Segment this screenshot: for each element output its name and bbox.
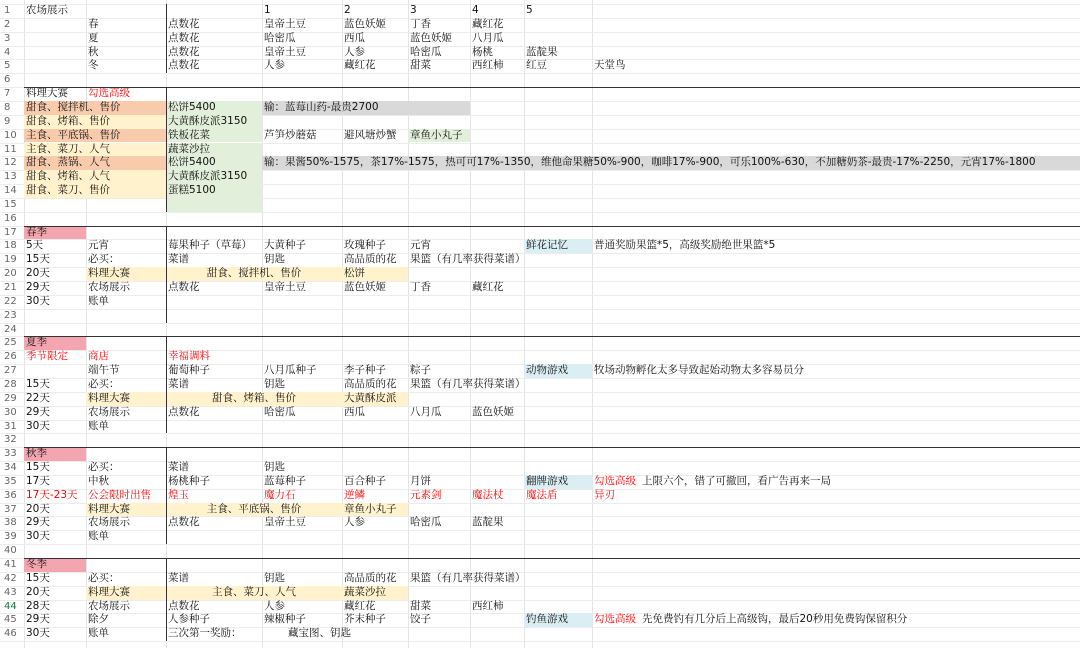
row-header-42[interactable]: 42 [4,572,17,584]
cell-i45[interactable]: 勾选高级 [594,613,636,626]
cell-d3[interactable]: 哈密瓜 [264,31,296,44]
cell-c34[interactable]: 菜谱 [168,461,189,474]
cell-h18[interactable]: 鲜花记忆 [524,239,592,253]
cell-a34[interactable]: 15天 [26,461,50,474]
cell-h1[interactable]: 5 [526,4,533,16]
row-header-11[interactable]: 11 [4,143,17,155]
section-divider [166,87,167,212]
section-divider [166,558,167,641]
grid-row-line [0,420,1080,421]
cell-g4[interactable]: 杨桃 [472,45,493,58]
cell-c8[interactable]: 松饼5400 [166,101,262,115]
cell-h5[interactable]: 红豆 [526,59,547,72]
cell-c27[interactable]: 葡萄种子 [168,364,210,377]
cell-h35[interactable]: 翻牌游戏 [524,475,592,489]
cell-f27[interactable]: 粽子 [410,364,431,377]
cell-c10[interactable]: 铁板花菜 [166,129,262,143]
cell-h45[interactable]: 钓鱼游戏 [524,613,592,627]
cell-b43[interactable]: 料理大赛 [86,586,166,600]
section-border [24,226,1080,227]
grid-column-line [592,0,593,648]
grid-row-line [0,461,1080,462]
cell-e45[interactable]: 芥末种子 [344,613,386,626]
grid-row-line [0,378,1080,379]
cell-d35[interactable]: 蓝莓种子 [264,474,306,487]
cell-f10[interactable]: 章鱼小丸子 [408,129,470,143]
cell-e5[interactable]: 藏红花 [344,59,376,72]
cell-d45[interactable]: 辣椒种子 [264,613,306,626]
cell-g38[interactable]: 蓝靛果 [472,516,504,529]
cell-d12[interactable]: 输：果酱50%-1575，茶17%-1575，热可可17%-1350，维他命果糖50%-900，咖啡17%-900，可乐100%-630，不加糖奶茶-最贵-17%-2250，元宵17%-1800 [262,156,1080,170]
cell-f28[interactable]: 果篮（有几率获得菜谱） [410,377,526,390]
cell-a10[interactable]: 主食、平底锅、售价 [24,129,166,143]
section-divider [166,226,167,323]
row-header-27[interactable]: 27 [4,365,17,377]
cell-c18[interactable]: 莓果种子（草莓） [168,239,252,252]
row-header-38[interactable]: 38 [4,517,17,529]
cell-a18[interactable]: 5天 [26,239,44,252]
cell-c29[interactable]: 甜食、烤箱、售价 [166,392,342,406]
cell-b34[interactable]: 必买： [88,461,120,474]
cell-b37[interactable]: 料理大赛 [86,503,166,517]
grid-column-line [470,0,471,648]
cell-f30[interactable]: 八月瓜 [410,405,442,418]
grid-row-line [0,281,1080,282]
cell-g30[interactable]: 蓝色妖姬 [472,405,514,418]
cell-b28[interactable]: 必买： [88,377,120,390]
cell-i5[interactable]: 天堂鸟 [594,59,626,72]
cell-e4[interactable]: 人参 [344,45,365,58]
row-header-6[interactable]: 6 [4,74,11,86]
cell-a12[interactable]: 甜食、蒸锅、人气 [24,156,166,170]
cell-d8[interactable]: 输：蓝莓山药-最贵2700 [262,101,470,115]
row-header-16[interactable]: 16 [4,212,17,224]
row-header-32[interactable]: 32 [4,434,17,446]
grid-row-line [0,600,1080,601]
cell-a13[interactable]: 甜食、烤箱、人气 [24,170,166,184]
cell-c3[interactable]: 点数花 [168,31,200,44]
cell-c9[interactable]: 大黄酥皮派3150 [166,115,262,129]
cell-b46[interactable]: 账单 [88,627,109,640]
grid-row-line [0,516,1080,517]
cell-e44[interactable]: 藏红花 [344,599,376,612]
row-header-34[interactable]: 34 [4,462,17,474]
grid-row-line [0,406,1080,407]
row-header-37[interactable]: 37 [4,503,17,515]
cell-a25[interactable]: 夏季 [24,336,86,350]
cell-e29[interactable]: 大黄酥皮派 [342,392,408,406]
cell-e10[interactable]: 避风塘炒蟹 [344,128,397,141]
cell-b4[interactable]: 秋 [88,45,99,58]
cell-d36[interactable]: 魔力石 [264,488,296,501]
cell-b3[interactable]: 夏 [88,31,99,44]
cell-b19[interactable]: 必买： [88,253,120,266]
cell-b44[interactable]: 农场展示 [88,599,130,612]
cell-a35[interactable]: 17天 [26,474,50,487]
row-header-17[interactable]: 17 [4,226,17,238]
cell-e35[interactable]: 百合种子 [344,474,386,487]
cell-g1[interactable]: 4 [472,4,479,16]
cell-g5[interactable]: 西红柿 [472,59,504,72]
cell-d30[interactable]: 哈密瓜 [264,405,296,418]
cell-e21[interactable]: 蓝色妖姬 [344,281,386,293]
cell-d46[interactable]: 藏宝图、钥匙 [288,627,351,640]
cell-c36[interactable]: 煌玉 [168,488,189,501]
cell-c42[interactable]: 菜谱 [168,571,189,584]
row-header-22[interactable]: 22 [4,295,17,307]
section-divider [166,336,167,433]
cell-b20[interactable]: 料理大赛 [86,267,166,281]
cell-c26[interactable]: 幸福调料 [168,350,210,363]
grid-row-line [0,253,1080,254]
cell-c19[interactable]: 菜谱 [168,253,189,266]
cell-e42[interactable]: 高品质的花 [344,571,397,584]
cell-d42[interactable]: 钥匙 [264,571,285,584]
row-header-13[interactable]: 13 [4,171,17,183]
cell-c14[interactable]: 蛋糕5100 [166,184,262,198]
cell-f5[interactable]: 甜菜 [410,59,431,72]
row-header-8[interactable]: 8 [4,102,11,113]
row-header-31[interactable]: 31 [4,420,17,432]
cell-d18[interactable]: 大黄种子 [264,239,306,252]
cell-i235[interactable]: 上限六个，错了可撤回，看广告再来一局 [642,474,831,487]
grid-row-line [0,544,1080,545]
cell-c20[interactable]: 甜食、搅拌机、售价 [166,267,342,281]
cell-b42[interactable]: 必买： [88,571,120,584]
cell-e28[interactable]: 高品质的花 [344,377,397,390]
cell-h4[interactable]: 蓝靛果 [526,45,558,58]
cell-c15[interactable] [166,198,262,212]
cell-c35[interactable]: 杨桃种子 [168,474,210,487]
cell-c2[interactable]: 点数花 [168,17,200,30]
row-header-25[interactable]: 25 [4,337,17,349]
cell-b22[interactable]: 账单 [88,294,109,307]
row-header-19[interactable]: 19 [4,254,17,266]
row-header-26[interactable]: 26 [4,351,17,363]
row-header-15[interactable]: 15 [4,198,17,210]
cell-a17[interactable]: 春季 [24,226,86,240]
section-border [24,87,1080,88]
grid-row-line [0,530,1080,531]
cell-c43[interactable]: 主食、菜刀、人气 [166,586,342,600]
cell-d10[interactable]: 芦笋炒蘑菇 [264,128,317,141]
cell-a42[interactable]: 15天 [26,571,50,584]
cell-c5[interactable]: 点数花 [168,59,200,72]
row-header-1[interactable]: 1 [4,5,11,16]
cell-f2[interactable]: 丁香 [410,17,431,30]
grid-row-line [0,212,1080,213]
cell-d28[interactable]: 钥匙 [264,377,285,390]
cell-b30[interactable]: 农场展示 [88,405,130,418]
cell-d5[interactable]: 人参 [264,59,285,72]
cell-f35[interactable]: 月饼 [410,474,431,487]
grid-row-line [0,627,1080,628]
cell-e37[interactable]: 章鱼小丸子 [342,503,408,517]
row-header-14[interactable]: 14 [4,185,17,196]
cell-e20[interactable]: 松饼 [342,267,408,281]
row-header-45[interactable]: 45 [4,614,17,626]
cell-i245[interactable]: 先免费钓有几分后上高级钩，最后20秒用免费钩保留积分 [642,613,908,626]
row-header-18[interactable]: 18 [4,240,17,252]
cell-b7[interactable]: 勾选高级 [88,87,130,100]
cell-b38[interactable]: 农场展示 [88,516,130,529]
grid-column-line [262,0,263,648]
cell-b26[interactable]: 商店 [88,350,109,363]
cell-c38[interactable]: 点数花 [168,516,200,529]
cell-c44[interactable]: 点数花 [168,599,200,612]
grid-row-line [0,18,1080,19]
cell-c28[interactable]: 菜谱 [168,377,189,390]
cell-g36[interactable]: 魔法杖 [472,488,504,501]
cell-e18[interactable]: 玫瑰种子 [344,239,386,252]
row-header-4[interactable]: 4 [4,46,11,58]
cell-b39[interactable]: 账单 [88,530,109,543]
cell-a37[interactable]: 20天 [26,502,50,515]
cell-d27[interactable]: 八月瓜种子 [264,364,317,377]
cell-a14[interactable]: 甜食、菜刀、售价 [24,184,166,198]
cell-b27[interactable]: 端午节 [88,364,120,377]
cell-a22[interactable]: 30天 [26,294,50,307]
grid-column-line [408,0,409,648]
row-header-7[interactable]: 7 [4,88,11,100]
cell-a19[interactable]: 15天 [26,253,50,266]
grid-row-line [0,295,1080,296]
cell-b21[interactable]: 农场展示 [88,281,130,293]
cell-a26[interactable]: 季节限定 [26,350,68,363]
grid-row-line [0,32,1080,33]
cell-a41[interactable]: 冬季 [24,558,86,572]
row-header-41[interactable]: 41 [4,559,17,570]
cell-a7[interactable]: 料理大赛 [26,87,68,100]
cell-h36[interactable]: 魔法盾 [526,488,558,501]
cell-b45[interactable]: 除夕 [88,613,109,626]
cell-d34[interactable]: 钥匙 [264,461,285,474]
cell-e38[interactable]: 人参 [344,516,365,529]
cell-f36[interactable]: 元素剑 [410,488,442,501]
cell-e30[interactable]: 西瓜 [344,405,365,418]
cell-d21[interactable]: 皇帝土豆 [264,281,306,293]
cell-i36[interactable]: 异刃 [594,488,615,501]
grid-column-line [524,0,525,648]
grid-column-line [342,0,343,648]
cell-f1[interactable]: 3 [410,4,417,16]
grid-row-line [0,572,1080,573]
row-header-39[interactable]: 39 [4,531,17,543]
cell-f4[interactable]: 哈密瓜 [410,45,442,58]
cell-a1[interactable]: 农场展示 [26,4,68,16]
cell-d4[interactable]: 皇帝土豆 [264,45,306,58]
row-header-21[interactable]: 21 [4,282,17,293]
cell-i27[interactable]: 牧场动物孵化太多导致起始动物太多容易员分 [594,364,804,377]
cell-d2[interactable]: 皇帝土豆 [264,17,306,30]
cell-b36[interactable]: 公会限时出售 [88,488,151,501]
row-header-46[interactable]: 46 [4,628,17,640]
cell-c30[interactable]: 点数花 [168,405,200,418]
cell-f18[interactable]: 元宵 [410,239,431,252]
cell-f44[interactable]: 甜菜 [410,599,431,612]
cell-a21[interactable]: 29天 [26,281,50,293]
row-header-35[interactable]: 35 [4,475,17,487]
cell-a9[interactable]: 甜食、烤箱、售价 [24,115,166,129]
cell-c46[interactable]: 三次第一奖励： [168,627,242,640]
section-divider [166,447,167,544]
cell-g3[interactable]: 八月瓜 [472,31,504,44]
row-header-40[interactable]: 40 [4,545,17,557]
cell-a43[interactable]: 20天 [26,585,50,598]
cell-a46[interactable]: 30天 [26,627,50,640]
grid-row-line [0,323,1080,324]
cell-e27[interactable]: 李子种子 [344,364,386,377]
cell-d44[interactable]: 人参 [264,599,285,612]
cell-c37[interactable]: 主食、平底锅、售价 [166,503,342,517]
cell-a29[interactable]: 22天 [26,391,50,404]
section-border [24,447,1080,448]
cell-i35[interactable]: 勾选高级 [594,474,636,487]
cell-e19[interactable]: 高品质的花 [344,253,397,266]
grid-row-line [0,433,1080,434]
row-header-43[interactable]: 43 [4,586,17,598]
cell-f42[interactable]: 果篮（有几率获得菜谱） [410,571,526,584]
grid-row-line [0,309,1080,310]
cell-f19[interactable]: 果篮（有几率获得菜谱） [410,253,526,266]
cell-e43[interactable]: 蔬菜沙拉 [342,586,408,600]
cell-d19[interactable]: 钥匙 [264,253,285,266]
cell-f38[interactable]: 哈密瓜 [410,516,442,529]
cell-d1[interactable]: 1 [264,4,271,16]
row-header-9[interactable]: 9 [4,115,11,127]
row-header-33[interactable]: 33 [4,448,17,460]
row-header-3[interactable]: 3 [4,32,11,44]
cell-c11[interactable]: 蔬菜沙拉 [166,143,262,157]
row-header-23[interactable]: 23 [4,309,17,321]
cell-a30[interactable]: 29天 [26,405,50,418]
cell-g2[interactable]: 藏红花 [472,17,504,30]
row-header-24[interactable]: 24 [4,323,17,335]
cell-a28[interactable]: 15天 [26,377,50,390]
cell-e1[interactable]: 2 [344,4,351,16]
cell-b31[interactable]: 账单 [88,419,109,432]
row-header-28[interactable]: 28 [4,378,17,390]
cell-a20[interactable]: 20天 [26,267,50,280]
cell-e36[interactable]: 逆鳞 [344,488,365,501]
cell-e2[interactable]: 蓝色妖姬 [344,17,386,30]
row-header-2[interactable]: 2 [4,18,11,30]
row-header-30[interactable]: 30 [4,406,17,418]
cell-b5[interactable]: 冬 [88,59,99,72]
cell-b35[interactable]: 中秋 [88,474,109,487]
cell-a33[interactable]: 秋季 [24,447,86,461]
cell-f3[interactable]: 蓝色妖姬 [410,31,452,44]
cell-a38[interactable]: 29天 [26,516,50,529]
cell-d38[interactable]: 皇帝土豆 [264,516,306,529]
grid-row-line [0,641,1080,642]
cell-b18[interactable]: 元宵 [88,239,109,252]
row-header-12[interactable]: 12 [4,157,17,169]
grid-row-line [0,73,1080,74]
cell-a44[interactable]: 28天 [26,599,50,612]
row-header-29[interactable]: 29 [4,392,17,404]
grid-row-line [0,4,1080,5]
cell-i18[interactable]: 普通奖励果篮*5，高级奖励绝世果篮*5 [594,239,776,252]
cell-e3[interactable]: 西瓜 [344,31,365,44]
cell-a11[interactable]: 主食、菜刀、人气 [24,143,166,157]
cell-g21[interactable]: 藏红花 [472,281,504,293]
cell-c21[interactable]: 点数花 [168,281,200,293]
cell-b2[interactable]: 春 [88,17,99,30]
cell-f45[interactable]: 饺子 [410,613,431,626]
cell-c12[interactable]: 松饼5400 [166,156,262,170]
row-header-5[interactable]: 5 [4,60,11,72]
section-divider [166,4,167,73]
cell-c45[interactable]: 人参种子 [168,613,210,626]
cell-f21[interactable]: 丁香 [410,281,431,293]
row-header-36[interactable]: 36 [4,489,17,501]
grid-row-line [0,350,1080,351]
cell-a31[interactable]: 30天 [26,419,50,432]
cell-b29[interactable]: 料理大赛 [86,392,166,406]
cell-c13[interactable]: 大黄酥皮派3150 [166,170,262,184]
cell-a36[interactable]: 17天-23天 [26,488,78,501]
cell-a39[interactable]: 30天 [26,530,50,543]
cell-a8[interactable]: 甜食、搅拌机、售价 [24,101,166,115]
row-header-44[interactable]: 44 [4,600,17,612]
grid-row-line [0,198,1080,199]
row-header-10[interactable]: 10 [4,129,17,141]
section-border [24,558,1080,559]
cell-g44[interactable]: 西红柿 [472,599,504,612]
cell-h27[interactable]: 动物游戏 [524,364,592,378]
cell-c4[interactable]: 点数花 [168,45,200,58]
row-header-20[interactable]: 20 [4,268,17,280]
section-border [24,336,1080,337]
cell-a45[interactable]: 29天 [26,613,50,626]
